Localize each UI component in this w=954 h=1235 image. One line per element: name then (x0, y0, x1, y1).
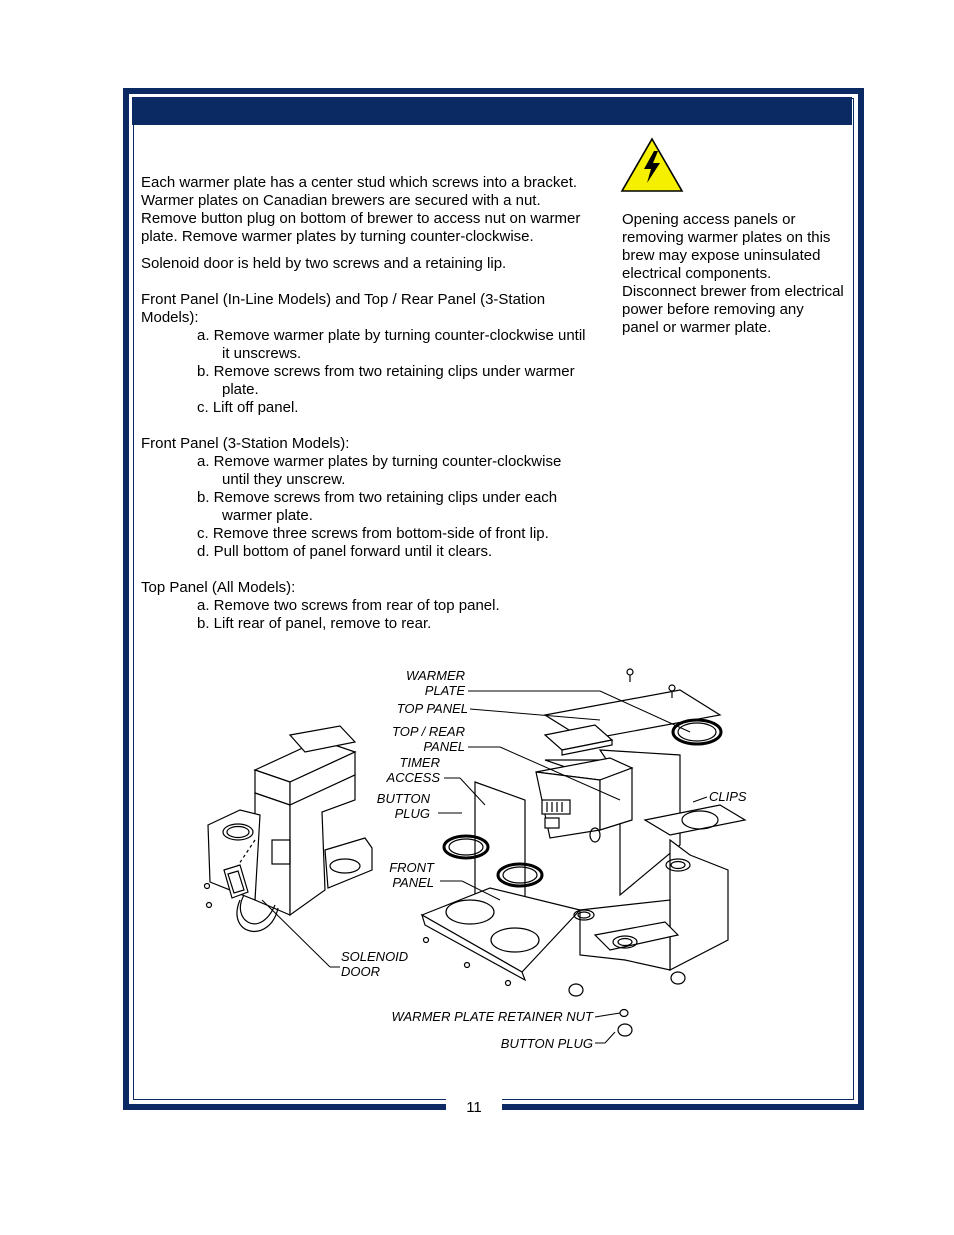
section-front-panel-inline (141, 291, 591, 417)
page-number: 11 (466, 1099, 482, 1116)
label-button-plug-line1: BUTTON (376, 791, 430, 806)
step-item: c. Lift off panel. (197, 399, 299, 416)
section-title: Top Panel (All Models): (141, 579, 296, 596)
step-item: b. Remove screws from two retaining clips under warmer plate. (197, 363, 575, 398)
brewer-exploded-diagram (200, 660, 760, 1060)
step-list (141, 453, 591, 561)
section-title: Front Panel (In-Line Models) and Top / Rear Panel (3-Station Models): (141, 291, 546, 326)
step-list (141, 597, 591, 633)
section-top-panel (141, 579, 591, 633)
label-warmer-plate-line2: PLATE (424, 683, 465, 698)
label-front-panel-line1: FRONT (389, 860, 434, 875)
label-top-rear-panel-line2: PANEL (423, 739, 465, 754)
warning-text: Opening access panels or removing warmer plates on this brew may expose uninsulated electrical components. Disconnect brewer from electrical power before removing any panel or warmer plate. (622, 211, 844, 336)
label-solenoid-door-line2: DOOR (341, 964, 380, 979)
label-timer-access-line2: ACCESS (386, 770, 440, 785)
label-warmer-plate-line1: WARMER (406, 668, 465, 683)
section-title: Front Panel (3-Station Models): (141, 435, 350, 452)
step-item: a. Remove warmer plates by turning counter-clockwise until they unscrew. (197, 453, 562, 488)
intro-paragraph-1: Each warmer plate has a center stud which screws into a bracket. Warmer plates on Canadian brewers are secured with a nut. Remove button plug on bottom of brewer to access nut on warmer plate. Remove warmer plates by turning counter-clockwise. (141, 174, 581, 245)
step-item: b. Remove screws from two retaining clips under each warmer plate. (197, 489, 558, 524)
label-top-panel: TOP PANEL (396, 701, 468, 716)
label-button-plug-bottom: BUTTON PLUG (500, 1036, 593, 1051)
three-station-brewer-illustration (422, 669, 745, 1036)
label-timer-access-line1: TIMER (399, 755, 440, 770)
step-list (141, 327, 591, 417)
label-warmer-plate-retainer-nut: WARMER PLATE RETAINER NUT (391, 1009, 593, 1024)
instructions (141, 174, 591, 633)
label-clips: CLIPS (709, 789, 747, 804)
label-front-panel-line2: PANEL (392, 875, 434, 890)
label-solenoid-door-line1: SOLENOID (341, 949, 409, 964)
step-item: a. Remove warmer plate by turning counter-clockwise until it unscrews. (197, 327, 586, 362)
step-item: d. Pull bottom of panel forward until it clears. (197, 543, 493, 560)
step-item: b. Lift rear of panel, remove to rear. (197, 615, 432, 632)
section-header-bar (132, 97, 852, 125)
intro-paragraph-2: Solenoid door is held by two screws and a retaining lip. (141, 255, 507, 272)
step-item: a. Remove two screws from rear of top panel. (197, 597, 500, 614)
label-top-rear-panel-line1: TOP / REAR (392, 724, 465, 739)
section-front-panel-3-station (141, 435, 591, 561)
step-item: c. Remove three screws from bottom-side of front lip. (197, 525, 549, 542)
single-brewer-illustration (205, 726, 373, 931)
electrical-hazard-warning-icon (620, 137, 684, 193)
label-button-plug-line2: PLUG (394, 806, 430, 821)
